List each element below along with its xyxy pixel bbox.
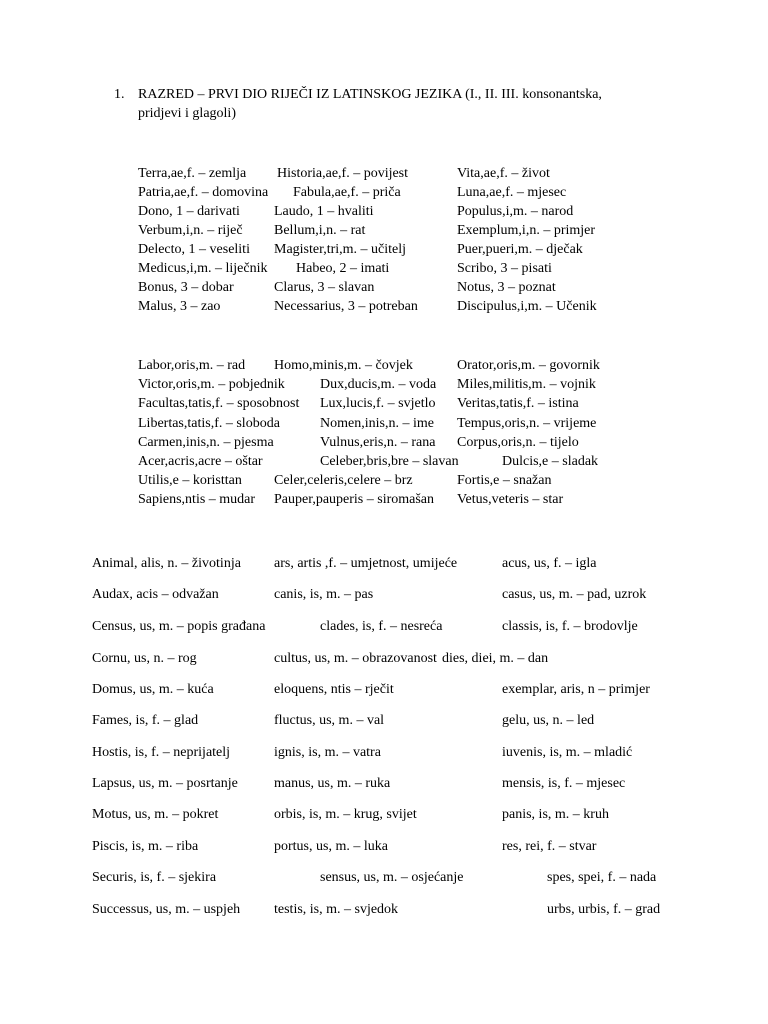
block3-row-3-col-1-entry: Census, us, m. – popis građana bbox=[92, 619, 266, 634]
block2-row-7-col-1-entry: Utilis,e – koristtan bbox=[138, 473, 242, 488]
block2-row-1-col-3-entry: Orator,oris,m. – govornik bbox=[457, 358, 600, 373]
block1-row-5-col-1-entry: Delecto, 1 – veseliti bbox=[138, 242, 250, 257]
block3-row-1-col-3-entry: acus, us, f. – igla bbox=[502, 556, 597, 571]
block2-row-5-col-1-entry: Carmen,inis,n. – pjesma bbox=[138, 435, 274, 450]
block2-row-4-col-2-entry: Nomen,inis,n. – ime bbox=[320, 416, 434, 431]
block2-row-6-col-3-entry: Dulcis,e – sladak bbox=[502, 454, 599, 469]
block3-row-7-col-2-entry: ignis, is, m. – vatra bbox=[274, 745, 381, 760]
block2-row-3-col-3-entry: Veritas,tatis,f. – istina bbox=[457, 396, 579, 411]
block3-row-3-col-3-entry: classis, is, f. – brodovlje bbox=[502, 619, 638, 634]
block3-row-11-col-1-entry: Securis, is, f. – sjekira bbox=[92, 870, 217, 885]
block3-row-6-col-3-entry: gelu, us, n. – led bbox=[502, 713, 595, 728]
block3-row-10-col-3-entry: res, rei, f. – stvar bbox=[502, 839, 597, 854]
block2-row-3-col-1-entry: Facultas,tatis,f. – sposobnost bbox=[138, 396, 300, 411]
block3-row-12-col-1-entry: Successus, us, m. – uspjeh bbox=[92, 902, 241, 917]
block3-row-2-col-1-entry: Audax, acis – odvažan bbox=[92, 587, 219, 602]
block1-row-7-col-2-entry: Clarus, 3 – slavan bbox=[274, 280, 375, 295]
block3-row-10-col-2-entry: portus, us, m. – luka bbox=[274, 839, 388, 854]
block3-row-4-col-3-entry: dies, diei, m. – dan bbox=[442, 651, 549, 666]
block1-row-1-col-3-entry: Vita,ae,f. – život bbox=[457, 166, 550, 181]
block1-row-3-col-1-entry: Dono, 1 – darivati bbox=[138, 204, 240, 219]
block3-row-3-col-2-entry: clades, is, f. – nesreća bbox=[320, 619, 443, 634]
block1-row-5-col-2-entry: Magister,tri,m. – učitelj bbox=[274, 242, 407, 257]
block1-row-6-col-1-entry: Medicus,i,m. – liječnik bbox=[138, 261, 268, 276]
block2-row-7-col-2-entry: Celer,celeris,celere – brz bbox=[274, 473, 413, 488]
block1-row-8-col-2-entry: Necessarius, 3 – potreban bbox=[274, 299, 418, 314]
block3-row-5-col-3-entry: exemplar, aris, n – primjer bbox=[502, 682, 650, 697]
block3-row-1-col-2-entry: ars, artis ,f. – umjetnost, umijeće bbox=[274, 556, 458, 571]
block3-row-1-col-1-entry: Animal, alis, n. – životinja bbox=[92, 556, 241, 571]
block3-row-5-col-2-entry: eloquens, ntis – rječit bbox=[274, 682, 394, 697]
block1-row-5-col-3-entry: Puer,pueri,m. – dječak bbox=[457, 242, 583, 257]
block1-row-4-col-3-entry: Exemplum,i,n. – primjer bbox=[457, 223, 596, 238]
block1-row-6-col-2-entry: Habeo, 2 – imati bbox=[296, 261, 390, 276]
heading-title bbox=[138, 85, 698, 123]
block2-row-1-col-1-entry: Labor,oris,m. – rad bbox=[138, 358, 246, 373]
block3-row-12-col-3-entry: urbs, urbis, f. – grad bbox=[547, 902, 661, 917]
block1-row-4-col-2-entry: Bellum,i,n. – rat bbox=[274, 223, 366, 238]
block3-row-6-col-2-entry: fluctus, us, m. – val bbox=[274, 713, 385, 728]
block1-row-1-col-1-entry: Terra,ae,f. – zemlja bbox=[138, 166, 247, 181]
block2-row-4-col-1-entry: Libertas,tatis,f. – sloboda bbox=[138, 416, 280, 431]
block1-row-8-col-1-entry: Malus, 3 – zao bbox=[138, 299, 221, 314]
block2-row-1-col-2-entry: Homo,minis,m. – čovjek bbox=[274, 358, 413, 373]
block3-row-9-col-2-entry: orbis, is, m. – krug, svijet bbox=[274, 807, 417, 822]
block1-row-8-col-3-entry: Discipulus,i,m. – Učenik bbox=[457, 299, 597, 314]
block2-row-8-col-1-entry: Sapiens,ntis – mudar bbox=[138, 492, 256, 507]
block3-row-12-col-2-entry: testis, is, m. – svjedok bbox=[274, 902, 399, 917]
block3-row-9-col-3-entry: panis, is, m. – kruh bbox=[502, 807, 609, 822]
block3-row-11-col-2-entry: sensus, us, m. – osjećanje bbox=[320, 870, 464, 885]
block3-row-8-col-1-entry: Lapsus, us, m. – posrtanje bbox=[92, 776, 238, 791]
block1-row-1-col-2-entry: Historia,ae,f. – povijest bbox=[277, 166, 409, 181]
block2-row-2-col-1-entry: Victor,oris,m. – pobjednik bbox=[138, 377, 285, 392]
block3-row-7-col-1-entry: Hostis, is, f. – neprijatelj bbox=[92, 745, 231, 760]
block3-row-2-col-3-entry: casus, us, m. – pad, uzrok bbox=[502, 587, 647, 602]
block3-row-11-col-3-entry: spes, spei, f. – nada bbox=[547, 870, 657, 885]
block2-row-3-col-2-entry: Lux,lucis,f. – svjetlo bbox=[320, 396, 436, 411]
block1-row-3-col-3-entry: Populus,i,m. – narod bbox=[457, 204, 574, 219]
block1-row-2-col-1-entry: Patria,ae,f. – domovina bbox=[138, 185, 269, 200]
block3-row-5-col-1-entry: Domus, us, m. – kuća bbox=[92, 682, 214, 697]
block3-row-4-col-1-entry: Cornu, us, n. – rog bbox=[92, 651, 197, 666]
block3-row-8-col-3-entry: mensis, is, f. – mjesec bbox=[502, 776, 626, 791]
block2-row-6-col-2-entry: Celeber,bris,bre – slavan bbox=[320, 454, 459, 469]
block2-row-8-col-3-entry: Vetus,veteris – star bbox=[457, 492, 564, 507]
block2-row-2-col-3-entry: Miles,militis,m. – vojnik bbox=[457, 377, 596, 392]
block2-row-6-col-1-entry: Acer,acris,acre – oštar bbox=[138, 454, 263, 469]
block2-row-4-col-3-entry: Tempus,oris,n. – vrijeme bbox=[457, 416, 597, 431]
block3-row-10-col-1-entry: Piscis, is, m. – riba bbox=[92, 839, 199, 854]
block1-row-3-col-2-entry: Laudo, 1 – hvaliti bbox=[274, 204, 374, 219]
heading-title-line-1: RAZRED – PRVI DIO RIJEČI IZ LATINSKOG JEZIKA (I., II. III. konsonantska, bbox=[138, 87, 602, 102]
block1-row-7-col-1-entry: Bonus, 3 – dobar bbox=[138, 280, 234, 295]
block1-row-2-col-2-entry: Fabula,ae,f. – priča bbox=[293, 185, 401, 200]
block3-row-8-col-2-entry: manus, us, m. – ruka bbox=[274, 776, 391, 791]
block1-row-7-col-3-entry: Notus, 3 – poznat bbox=[457, 280, 556, 295]
block2-row-5-col-3-entry: Corpus,oris,n. – tijelo bbox=[457, 435, 579, 450]
block1-row-6-col-3-entry: Scribo, 3 – pisati bbox=[457, 261, 552, 276]
block1-row-2-col-3-entry: Luna,ae,f. – mjesec bbox=[457, 185, 567, 200]
block2-row-8-col-2-entry: Pauper,pauperis – siromašan bbox=[274, 492, 435, 507]
block2-row-7-col-3-entry: Fortis,e – snažan bbox=[457, 473, 552, 488]
block3-row-6-col-1-entry: Fames, is, f. – glad bbox=[92, 713, 199, 728]
block3-row-7-col-3-entry: iuvenis, is, m. – mladić bbox=[502, 745, 633, 760]
block3-row-9-col-1-entry: Motus, us, m. – pokret bbox=[92, 807, 219, 822]
block3-row-4-col-2-entry: cultus, us, m. – obrazovanost bbox=[274, 651, 437, 666]
block2-row-5-col-2-entry: Vulnus,eris,n. – rana bbox=[320, 435, 436, 450]
block3-row-2-col-2-entry: canis, is, m. – pas bbox=[274, 587, 374, 602]
block2-row-2-col-2-entry: Dux,ducis,m. – voda bbox=[320, 377, 437, 392]
block1-row-4-col-1-entry: Verbum,i,n. – riječ bbox=[138, 223, 243, 238]
heading-title-line-2: pridjevi i glagoli) bbox=[138, 106, 236, 121]
heading-number: 1. bbox=[114, 87, 125, 102]
